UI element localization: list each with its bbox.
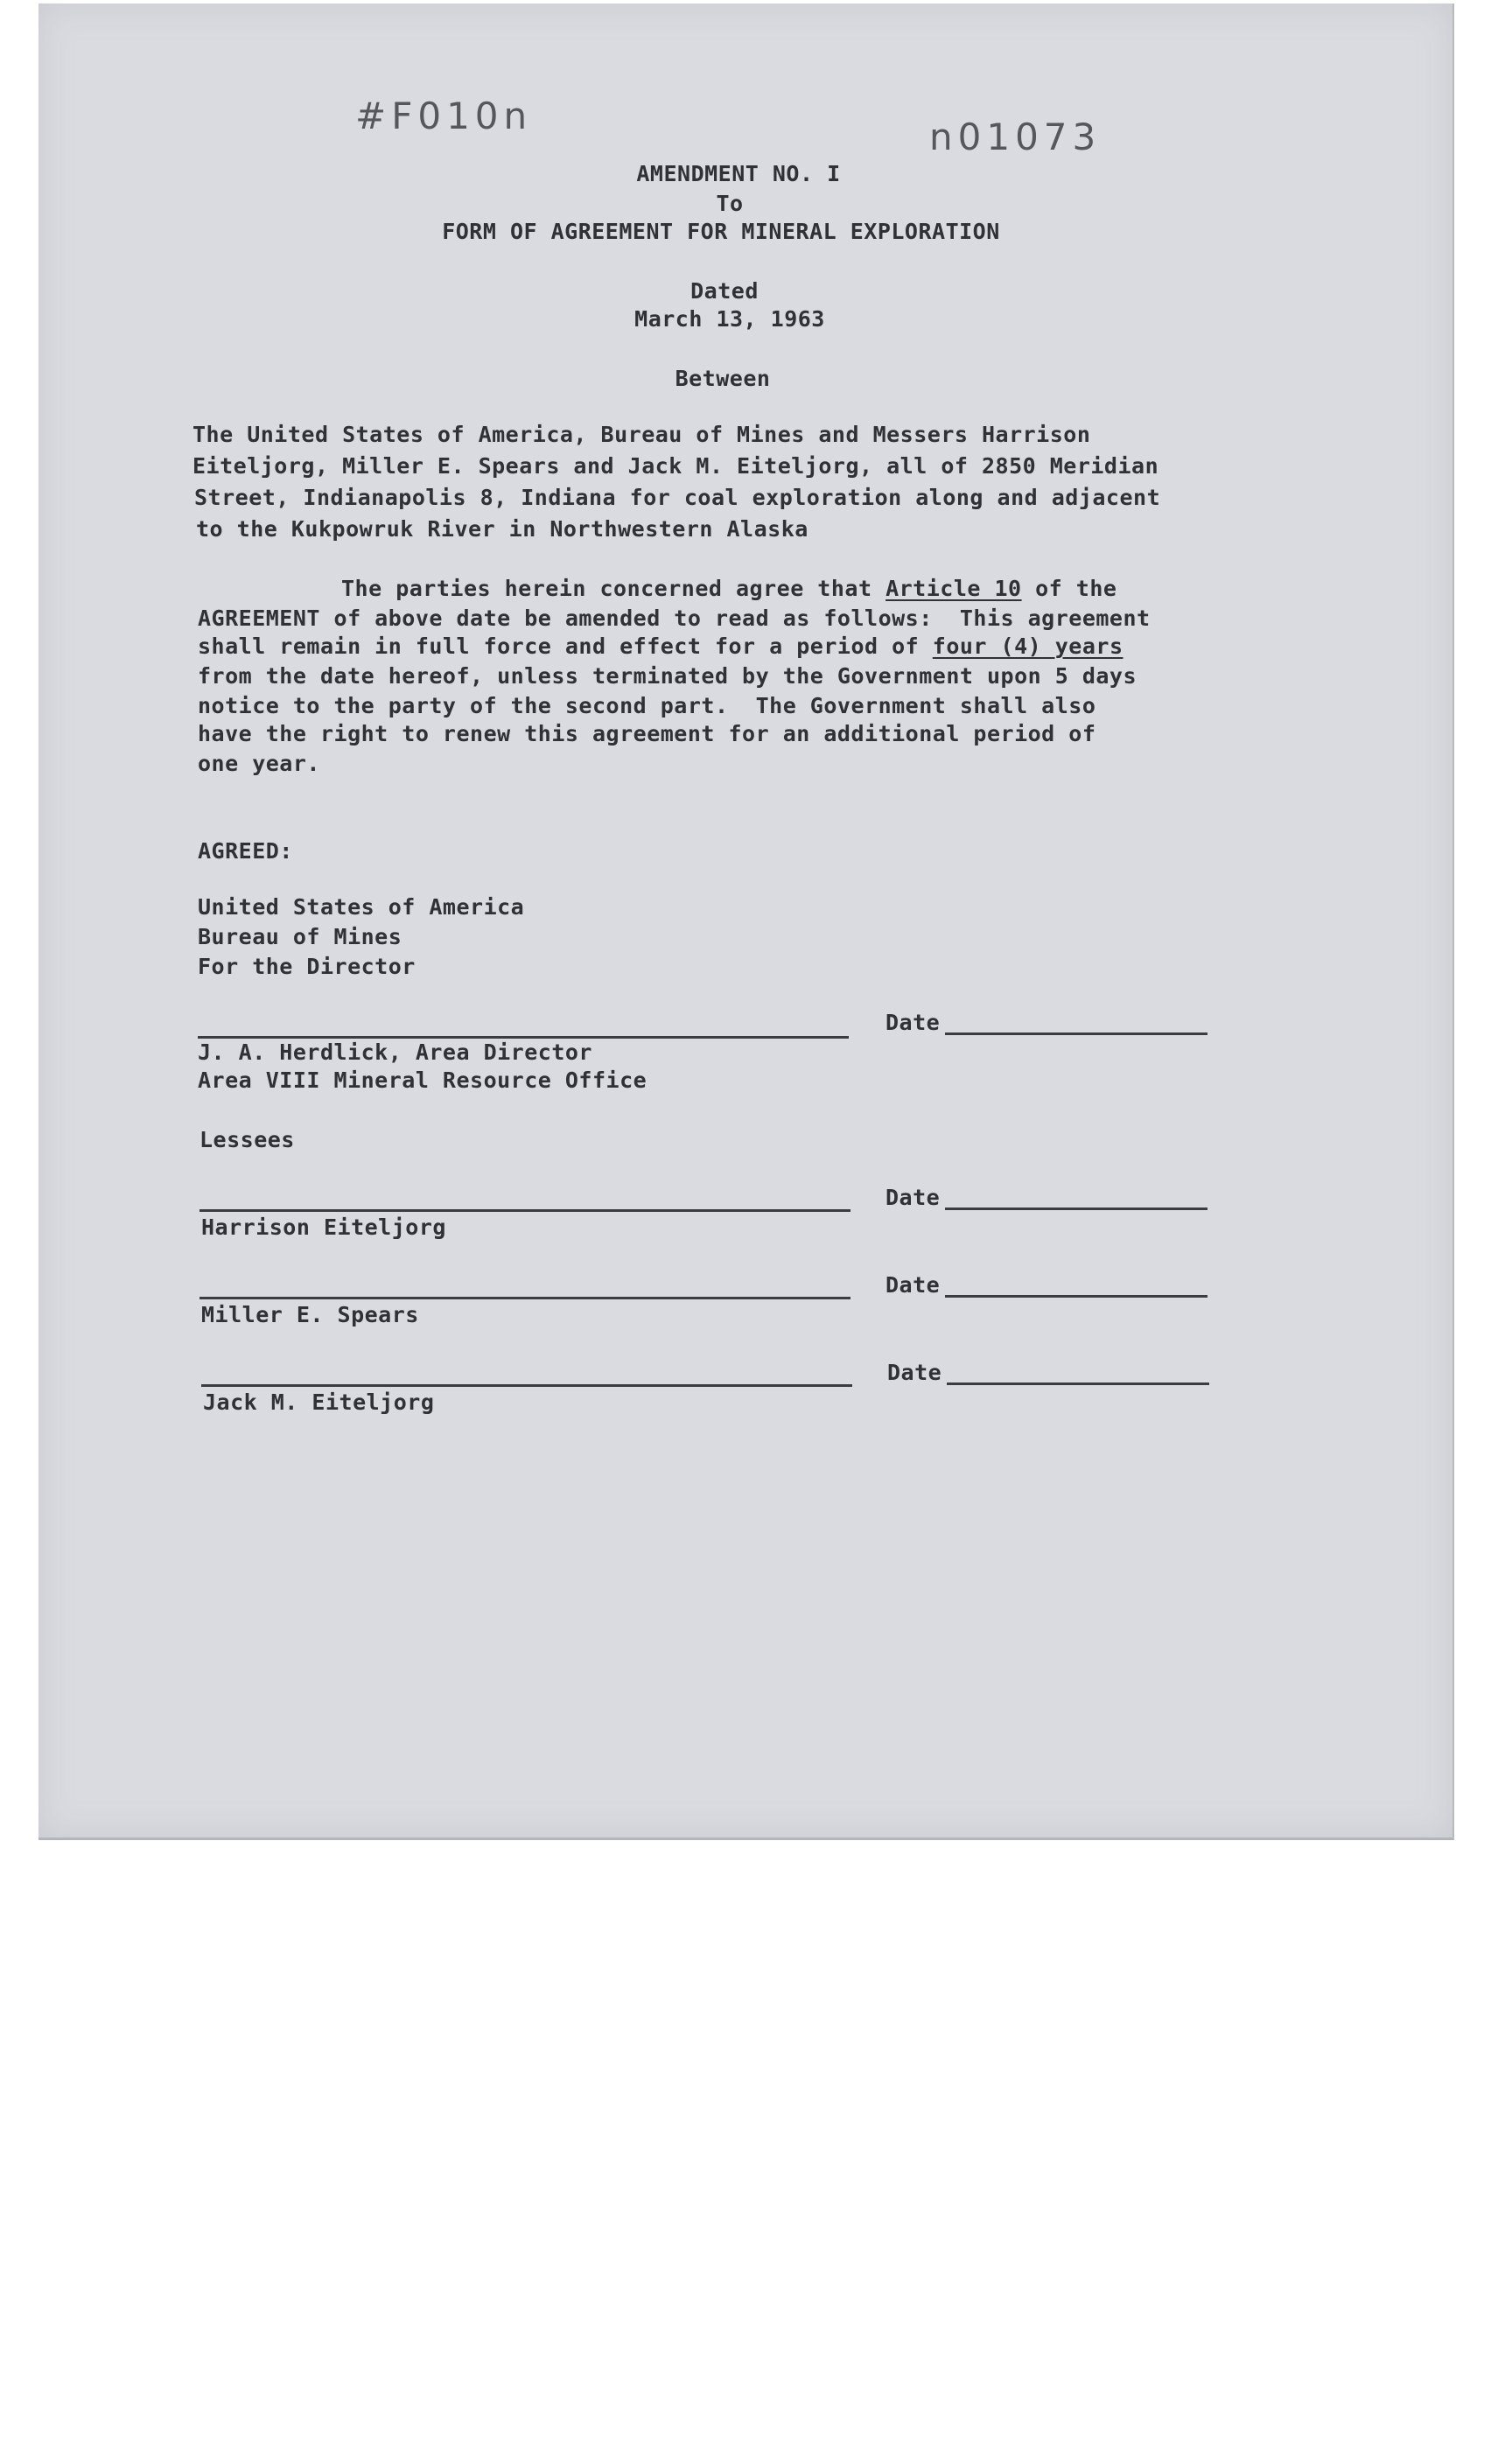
term-period: four (4) years bbox=[932, 634, 1124, 659]
government-line: United States of America bbox=[198, 894, 525, 920]
document-page bbox=[38, 4, 1454, 1840]
parties-line: The United States of America, Bureau of Mines and Messers Harrison bbox=[192, 422, 1091, 447]
date-line-director[interactable] bbox=[945, 1032, 1208, 1035]
signer-name: J. A. Herdlick, Area Director bbox=[198, 1040, 592, 1065]
lessee-name: Miller E. Spears bbox=[201, 1302, 419, 1327]
body-line: from the date hereof, unless terminated by the Government upon 5 days bbox=[198, 663, 1138, 689]
article-reference: Article 10 bbox=[886, 576, 1022, 601]
between-label: Between bbox=[675, 366, 771, 391]
date-line-lessee[interactable] bbox=[945, 1295, 1208, 1298]
body-line: AGREEMENT of above date be amended to read as follows: This agreement bbox=[198, 606, 1151, 631]
signature-line-lessee[interactable] bbox=[200, 1297, 850, 1299]
parties-line: Street, Indianapolis 8, Indiana for coal exploration along and adjacent bbox=[194, 485, 1161, 510]
parties-line: to the Kukpowruk River in Northwestern Alaska bbox=[196, 516, 808, 542]
document-to: To bbox=[716, 191, 744, 216]
handwritten-code-right: n01073 bbox=[929, 116, 1102, 158]
body-line: notice to the party of the second part. The Government shall also bbox=[198, 693, 1096, 718]
signature-line-lessee[interactable] bbox=[200, 1209, 850, 1212]
signature-line-lessee[interactable] bbox=[201, 1384, 852, 1387]
government-line: Bureau of Mines bbox=[198, 924, 402, 949]
date-line-lessee[interactable] bbox=[947, 1382, 1209, 1385]
agreed-label: AGREED: bbox=[198, 838, 293, 864]
parties-line: Eiteljorg, Miller E. Spears and Jack M. Eiteljorg, all of 2850 Meridian bbox=[192, 453, 1159, 479]
date-label: Date bbox=[886, 1185, 941, 1210]
signer-office: Area VIII Mineral Resource Office bbox=[198, 1068, 648, 1093]
date-label: Date bbox=[886, 1272, 941, 1298]
date-line-lessee[interactable] bbox=[945, 1208, 1208, 1210]
lessee-name: Harrison Eiteljorg bbox=[201, 1214, 446, 1240]
date-label: Date bbox=[886, 1010, 941, 1035]
body-line: one year. bbox=[198, 751, 320, 776]
body-line: The parties herein concerned agree that Article 10 of the bbox=[341, 576, 1117, 601]
body-line: have the right to renew this agreement for an additional period of bbox=[198, 721, 1096, 746]
lessees-label: Lessees bbox=[200, 1127, 295, 1152]
document-title: AMENDMENT NO. I bbox=[636, 161, 841, 186]
document-subtitle: FORM OF AGREEMENT FOR MINERAL EXPLORATION bbox=[442, 219, 1000, 244]
lessee-name: Jack M. Eiteljorg bbox=[203, 1390, 435, 1415]
date-label: Date bbox=[887, 1360, 942, 1385]
government-line: For the Director bbox=[198, 954, 416, 979]
agreement-date: March 13, 1963 bbox=[634, 306, 825, 332]
handwritten-code-left: #F010n bbox=[355, 94, 533, 137]
body-line: shall remain in full force and effect for a period of four (4) years bbox=[198, 634, 1124, 659]
dated-label: Dated bbox=[690, 278, 759, 304]
